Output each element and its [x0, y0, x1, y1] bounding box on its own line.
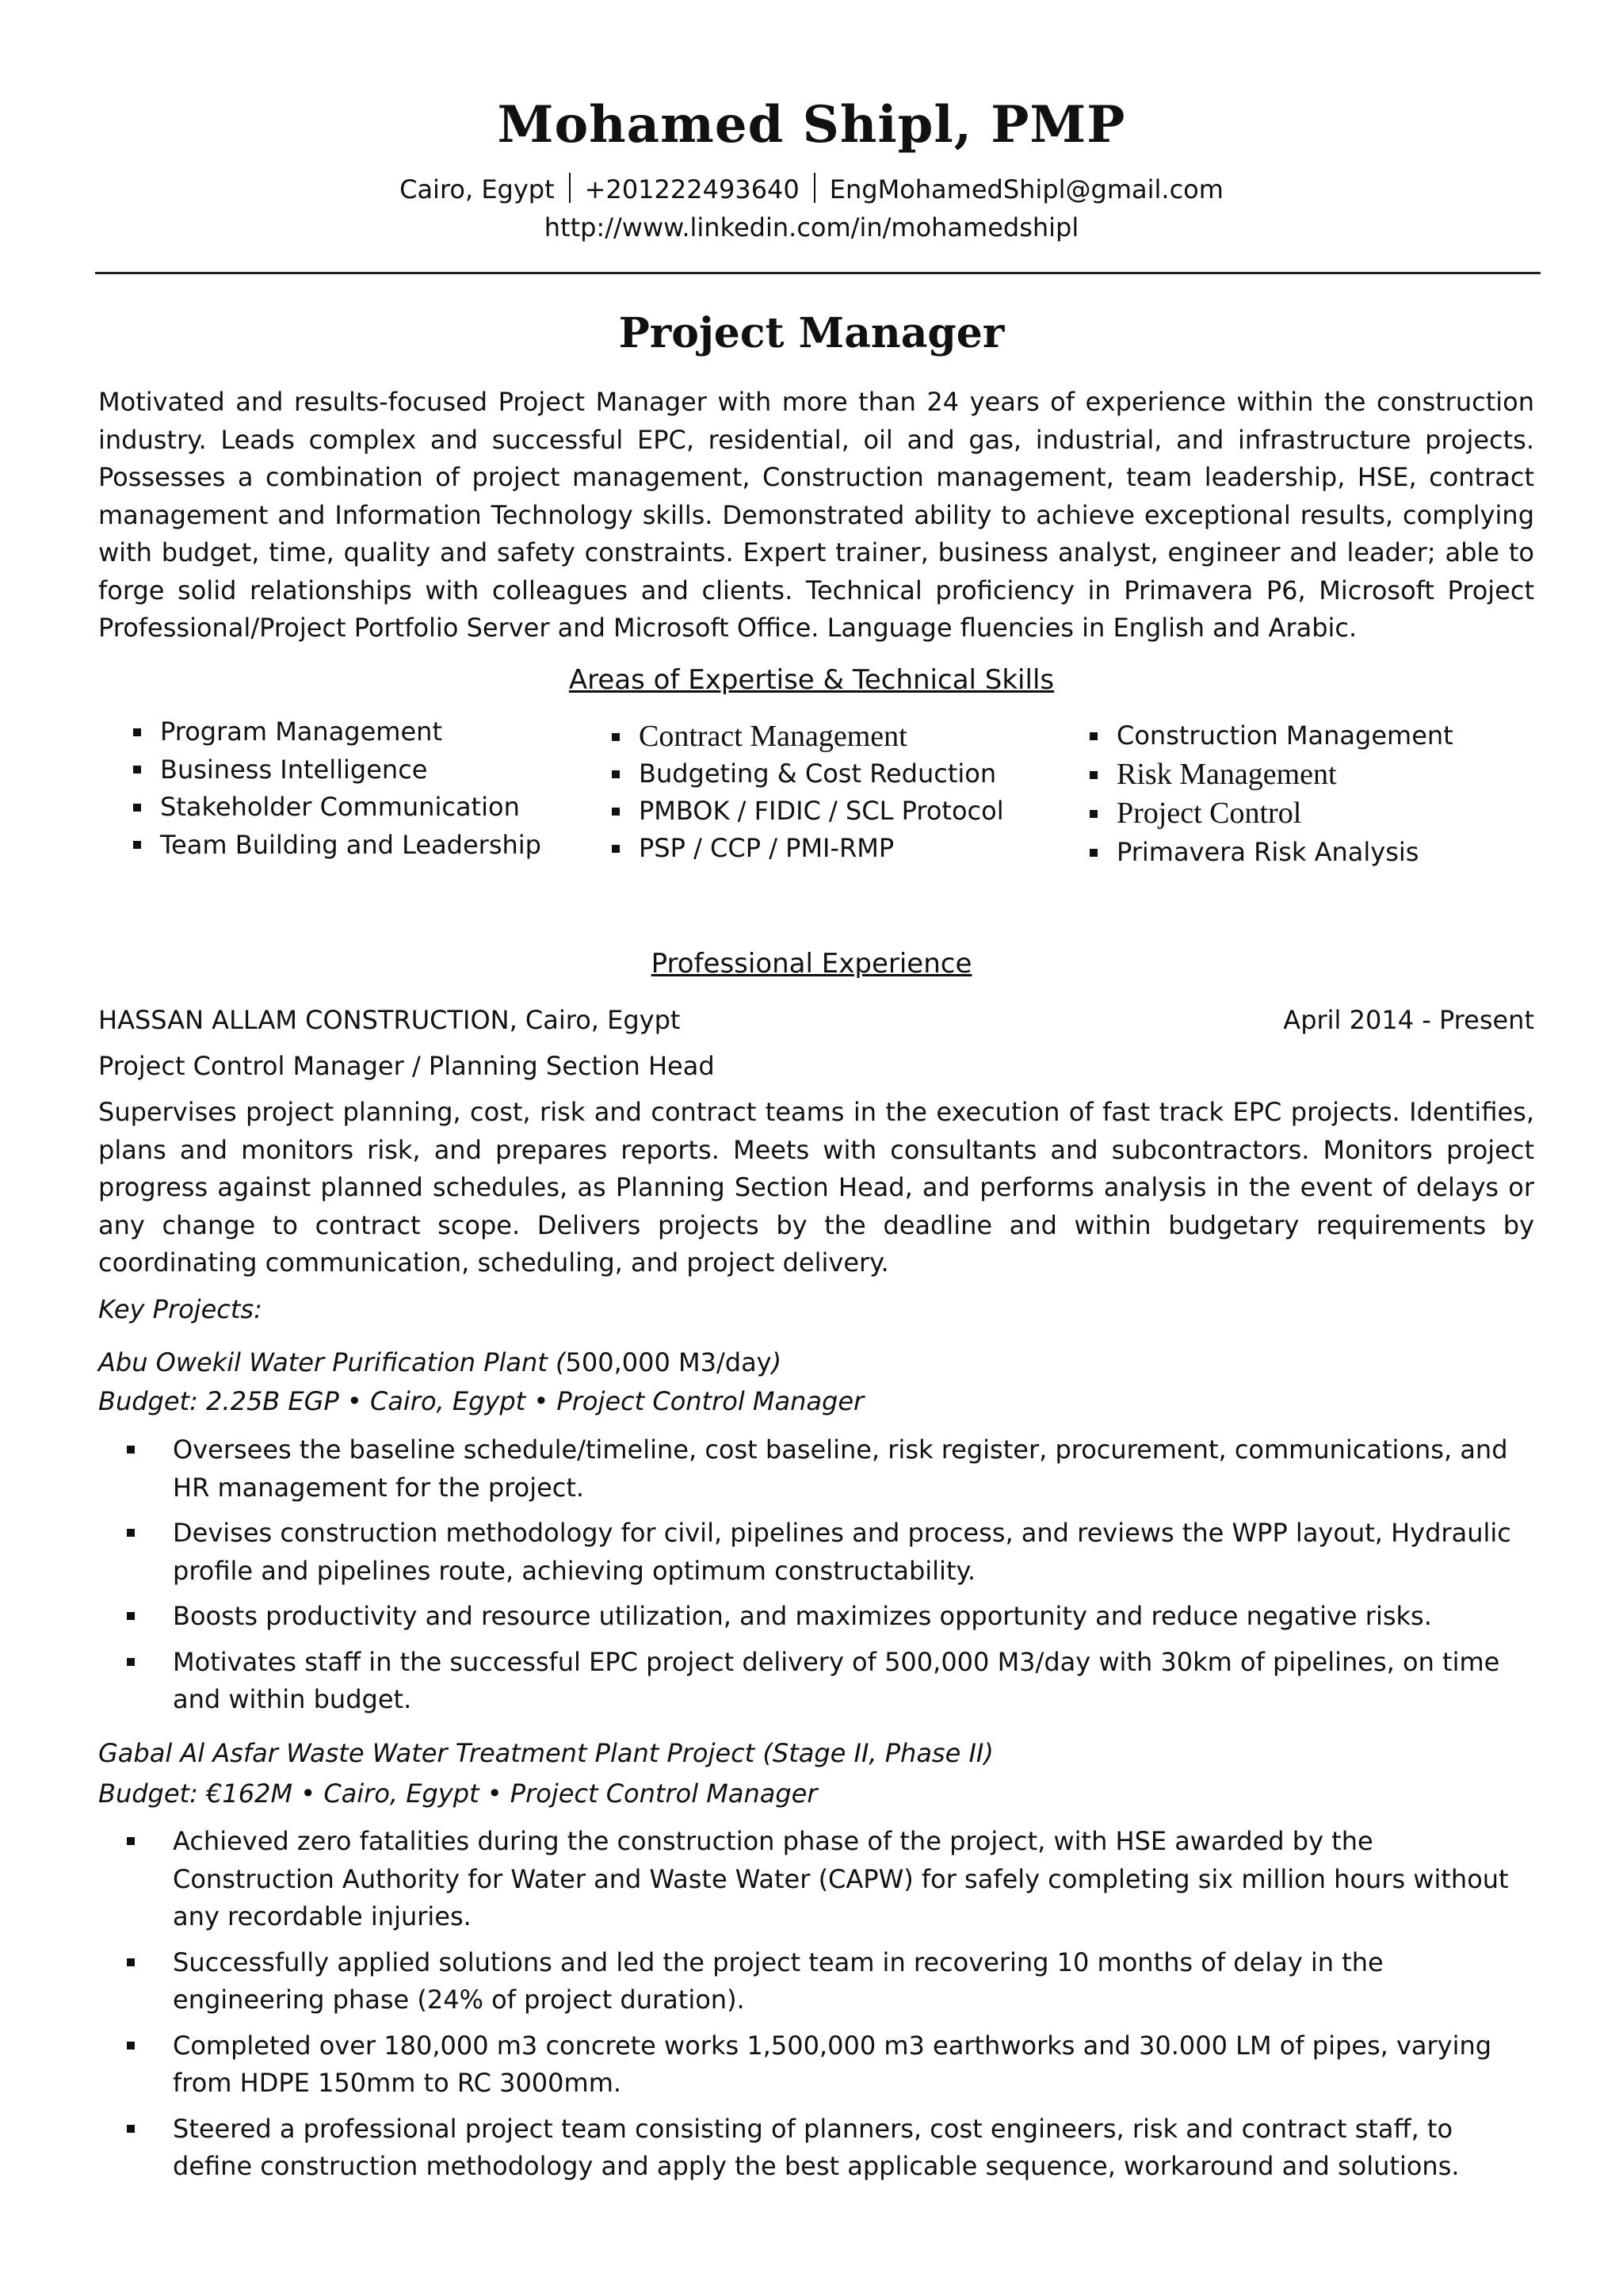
skill-item: Primavera Risk Analysis	[1072, 833, 1564, 872]
contact-separator	[814, 173, 815, 203]
contact-email[interactable]: EngMohamedShipl@gmail.com	[829, 174, 1224, 204]
project-bullet: Boosts productivity and resource utilization, and maximizes opportunity and reduce negative risks.	[98, 1598, 1534, 1636]
skill-item: Team Building and Leadership	[116, 827, 591, 865]
candidate-name: Mohamed Shipl, PMP	[497, 95, 1126, 155]
contact-separator	[569, 173, 571, 203]
project-bullet: Completed over 180,000 m3 concrete works 1,500,000 m3 earthworks and 30.000 LM of pipes, varying from HDPE 150mm to RC 3000mm.	[98, 2027, 1534, 2103]
header-divider	[95, 272, 1541, 274]
skill-item: Project Control	[1072, 794, 1564, 833]
profile-title: Project Manager	[618, 309, 1005, 357]
contact-location: Cairo, Egypt	[399, 174, 555, 204]
project-bullet: Steered a professional project team consisting of planners, cost engineers, risk and contract staff, to define construction methodology and apply the best applicable sequence, workaround and solutions.	[98, 2111, 1534, 2186]
skill-item: PMBOK / FIDIC / SCL Protocol	[594, 793, 1054, 830]
project-bullet: Motivates staff in the successful EPC project delivery of 500,000 M3/day with 30km of pipelines, on time and within budget.	[98, 1644, 1534, 1719]
project-bullet: Devises construction methodology for civil, pipelines and process, and reviews the WPP layout, Hydraulic profile and pipelines route, achieving optimum constructability.	[98, 1515, 1534, 1590]
skill-item: Program Management	[116, 713, 591, 751]
skill-item: Construction Management	[1072, 716, 1564, 755]
project-1-name	[98, 1347, 781, 1377]
project-1-name-close: )	[771, 1347, 782, 1377]
experience-heading: Professional Experience	[651, 948, 972, 980]
project-bullet: Successfully applied solutions and led the project team in recovering 10 months of delay in the engineering phase (24% of project duration).	[98, 1944, 1534, 2019]
job-title: Project Control Manager / Planning Section Head	[98, 1051, 715, 1081]
contact-phone: +201222493640	[584, 174, 800, 204]
project-bullet: Oversees the baseline schedule/timeline, cost baseline, risk register, procurement, communications, and HR management for the project.	[98, 1431, 1534, 1507]
summary-paragraph: Motivated and results-focused Project Manager with more than 24 years of experience within the construction industry. Leads complex and successful EPC, residential, oil and gas, industrial, and infrastructure projects. Possesses a combination of project management, Construction management, team leadership, HSE, contract management and Information Technology skills. Demonstrated ability to achieve exceptional results, complying with budget, time, quality and safety constraints. Expert trainer, business analyst, engineer and leader; able to forge solid relationships with colleagues and clients. Technical proficiency in Primavera P6, Microsoft Project Professional/Project Portfolio Server and Microsoft Office. Language fluencies in English and Arabic.	[98, 387, 1534, 643]
project-1-bullets	[98, 1431, 1534, 1727]
skill-item: PSP / CCP / PMI-RMP	[594, 830, 1054, 867]
linkedin-link[interactable]: http://www.linkedin.com/in/mohamedshipl	[544, 212, 1079, 243]
skill-item: Risk Management	[1072, 755, 1564, 794]
project-1-capacity: 500,000 M3/day	[565, 1347, 772, 1377]
skill-item: Contract Management	[594, 718, 1054, 755]
skill-item: Business Intelligence	[116, 751, 591, 789]
job-header	[98, 1005, 1534, 1035]
project-2-bullets	[98, 1823, 1534, 2194]
project-bullet: Achieved zero fatalities during the construction phase of the project, with HSE awarded by the Construction Authority for Water and Waste Water (CAPW) for safely completing six million hours without any recordable injuries.	[98, 1823, 1534, 1936]
skills-heading: Areas of Expertise & Technical Skills	[568, 664, 1055, 696]
job-location: Cairo, Egypt	[517, 1005, 681, 1035]
skills-column-2	[594, 718, 1054, 867]
project-1-name-italic: Abu Owekil Water Purification Plant (	[98, 1347, 566, 1377]
company-name: HASSAN ALLAM CONSTRUCTION,	[98, 1005, 517, 1035]
project-2-name: Gabal Al Asfar Waste Water Treatment Plant Project (Stage II, Phase II)	[98, 1738, 994, 1768]
skill-item: Stakeholder Communication	[116, 789, 591, 827]
project-1-budget: Budget: 2.25B EGP • Cairo, Egypt • Project Control Manager	[98, 1386, 865, 1416]
skill-item: Budgeting & Cost Reduction	[594, 755, 1054, 793]
project-2-budget: Budget: €162M • Cairo, Egypt • Project Control Manager	[98, 1778, 818, 1809]
skills-column-3	[1072, 716, 1564, 872]
contact-line	[0, 173, 1623, 204]
job-description: Supervises project planning, cost, risk and contract teams in the execution of fast track EPC projects. Identifies, plans and monitors risk, and prepares reports. Meets with consultants and subcontractors. Monitors project progress against planned schedules, as Planning Section Head, and performs analysis in the event of delays or any change to contract scope. Delivers projects by the deadline and within budgetary requirements by coordinating communication, scheduling, and project delivery.	[98, 1097, 1534, 1278]
job-dates: April 2014 - Present	[1283, 1005, 1534, 1035]
key-projects-label: Key Projects:	[98, 1294, 262, 1324]
skills-column-1	[116, 713, 591, 864]
